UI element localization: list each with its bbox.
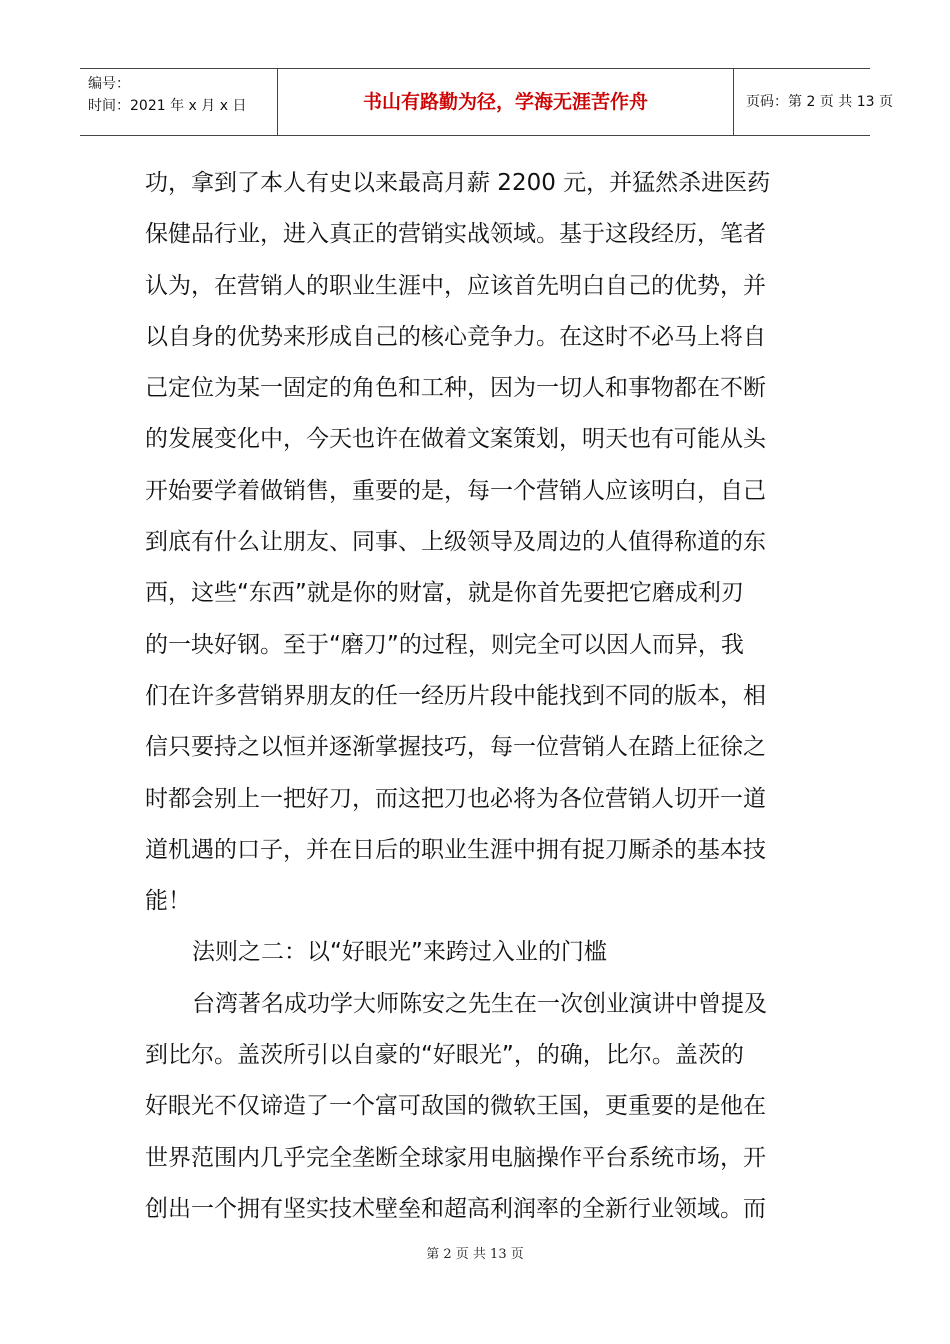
body-line: 时都会别上一把好刀，而这把刀也必将为各位营销人切开一道 <box>145 785 766 812</box>
page-header <box>80 68 893 136</box>
document-body <box>145 158 795 1235</box>
body-line: 西，这些“东西”就是你的财富，就是你首先要把它磨成利刃 <box>145 580 744 607</box>
doc-number: 编号： <box>88 76 130 92</box>
body-line: 道机遇的口子，并在日后的职业生涯中拥有捉刀厮杀的基本技 <box>145 836 766 863</box>
body-line: 保健品行业，进入真正的营销实战领域。基于这段经历，笔者 <box>145 221 766 248</box>
body-line: 台湾著名成功学大师陈安之先生在一次创业演讲中曾提及 <box>192 990 767 1017</box>
body-line: 世界范围内几乎完全垄断全球家用电脑操作平台系统市场，开 <box>145 1144 766 1171</box>
body-line: 创出一个拥有坚实技术壁垒和超高利润率的全新行业领域。而 <box>145 1195 766 1222</box>
section-heading: 法则之二：以“好眼光”来跨过入业的门槛 <box>192 939 607 966</box>
header-page-info: 页码：第 2 页 共 13 页 <box>746 94 893 110</box>
body-line: 能！ <box>145 888 191 915</box>
body-line: 信只要持之以恒并逐渐掌握技巧，每一位营销人在踏上征徐之 <box>145 734 766 761</box>
body-line: 认为，在营销人的职业生涯中，应该首先明白自己的优势，并 <box>145 272 766 299</box>
body-line: 到底有什么让朋友、同事、上级领导及周边的人值得称道的东 <box>145 529 766 556</box>
body-line: 己定位为某一固定的角色和工种，因为一切人和事物都在不断 <box>145 375 766 402</box>
body-line: 到比尔。盖茨所引以自豪的“好眼光”，的确，比尔。盖茨的 <box>145 1042 744 1069</box>
header-meta <box>80 69 278 135</box>
body-line: 开始要学着做销售，重要的是，每一个营销人应该明白，自己 <box>145 477 766 504</box>
page-footer: 第 2 页 共 13 页 <box>426 1247 524 1262</box>
body-line: 的发展变化中，今天也许在做着文案策划，明天也有可能从头 <box>145 426 766 453</box>
body-line: 好眼光不仅谛造了一个富可敌国的微软王国，更重要的是他在 <box>145 1093 766 1120</box>
body-line: 们在许多营销界朋友的任一经历片段中能找到不同的版本，相 <box>145 682 766 709</box>
header-motto: 书山有路勤为径，学海无涯苦作舟 <box>278 69 734 135</box>
doc-date: 时间：2021 年 x 月 x 日 <box>88 98 247 114</box>
body-line: 功，拿到了本人有史以来最高月薪 2200 元，并猛然杀进医药 <box>145 170 771 196</box>
body-line: 以自身的优势来形成自己的核心竞争力。在这时不必马上将自 <box>145 323 766 350</box>
body-line: 的一块好钢。至于“磨刀”的过程，则完全可以因人而异，我 <box>145 631 744 658</box>
